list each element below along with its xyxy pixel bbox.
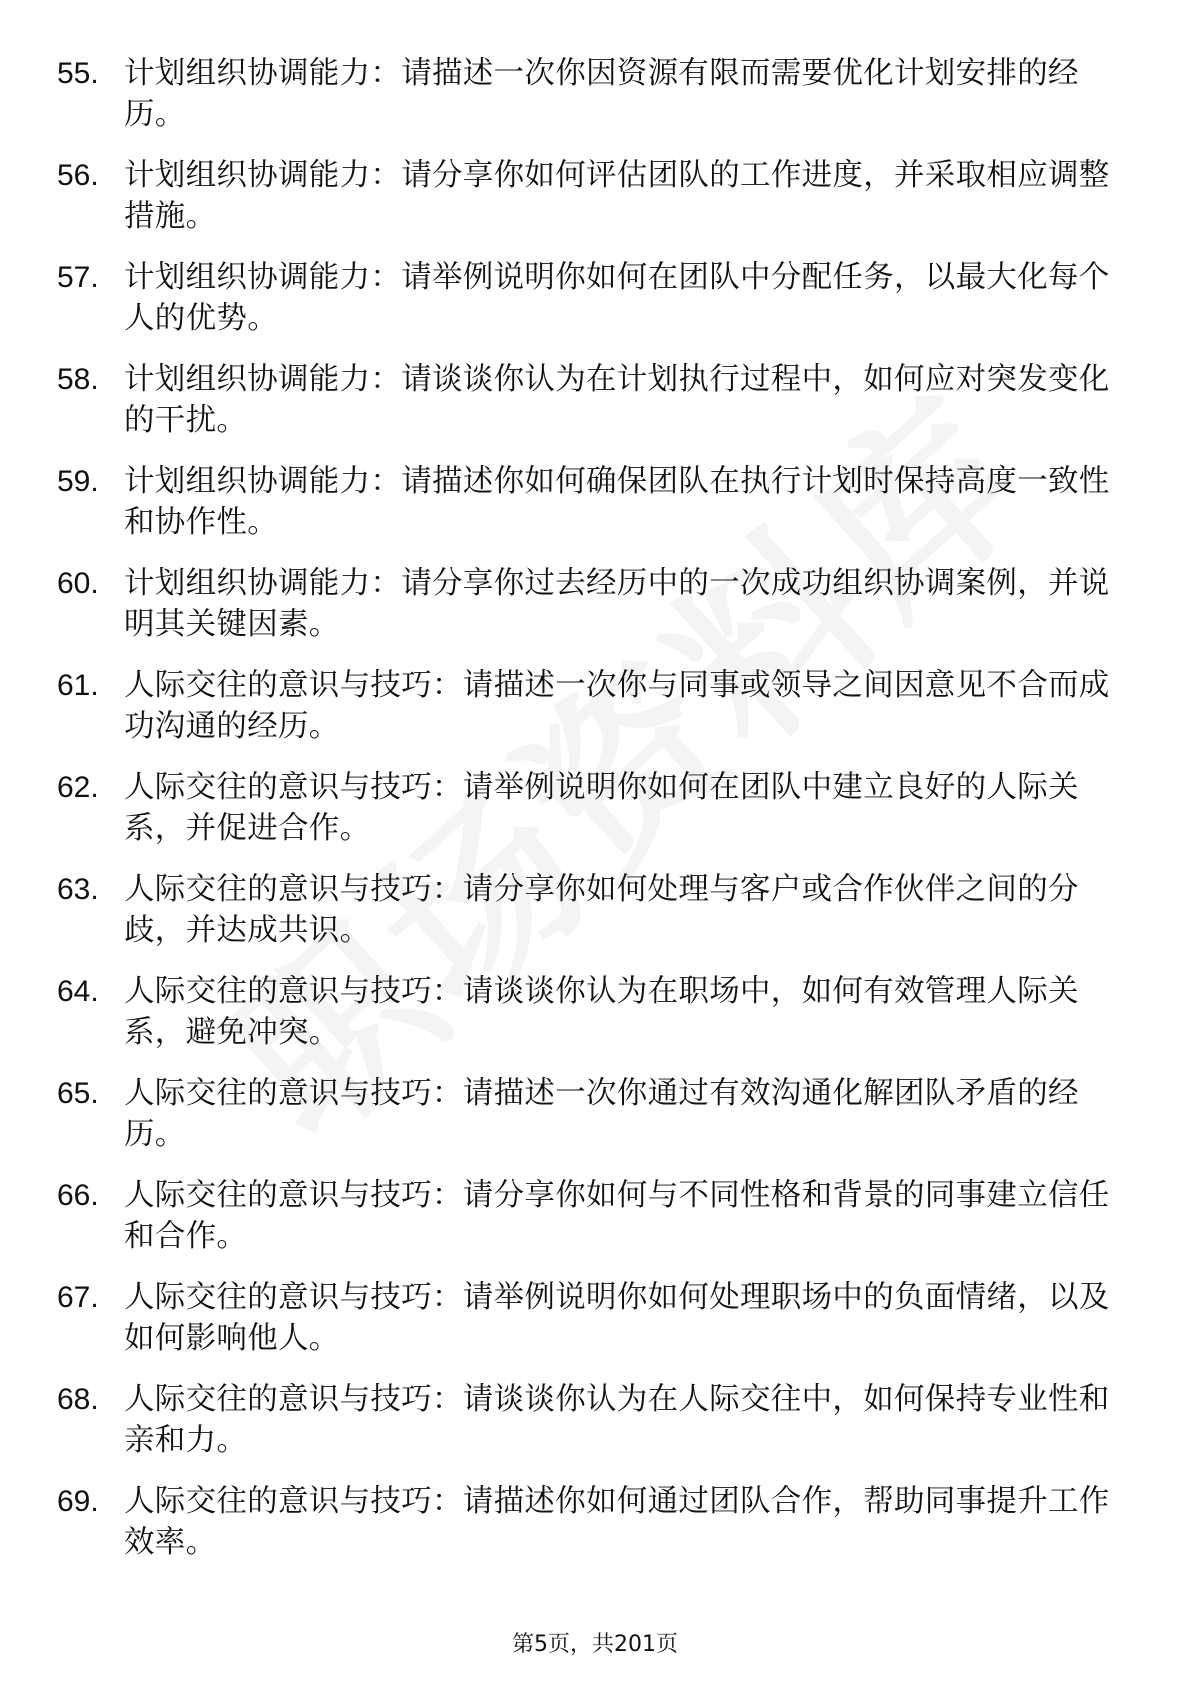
question-text: 人际交往的意识与技巧：请描述一次你与同事或领导之间因意见不合而成功沟通的经历。 xyxy=(124,668,1110,744)
page-footer xyxy=(0,1630,1190,1660)
question-item-61 xyxy=(57,665,1117,767)
question-text: 人际交往的意识与技巧：请谈谈你认为在人际交往中，如何保持专业性和亲和力。 xyxy=(124,1382,1110,1458)
question-text: 人际交往的意识与技巧：请举例说明你如何在团队中建立良好的人际关系，并促进合作。 xyxy=(124,770,1079,846)
question-number: 58. xyxy=(57,363,99,396)
question-number: 66. xyxy=(57,1179,99,1212)
question-text: 计划组织协调能力：请分享你过去经历中的一次成功组织协调案例，并说明其关键因素。 xyxy=(124,566,1110,642)
question-text: 计划组织协调能力：请分享你如何评估团队的工作进度，并采取相应调整措施。 xyxy=(124,158,1110,234)
question-text: 人际交往的意识与技巧：请分享你如何与不同性格和背景的同事建立信任和合作。 xyxy=(124,1178,1110,1254)
page-number-label: 第5页，共201页 xyxy=(512,1632,678,1657)
question-number: 56. xyxy=(57,159,99,192)
question-item-59 xyxy=(57,461,1117,563)
question-item-60 xyxy=(57,563,1117,665)
question-item-62 xyxy=(57,767,1117,869)
question-number: 57. xyxy=(57,261,99,294)
question-text: 计划组织协调能力：请描述一次你因资源有限而需要优化计划安排的经历。 xyxy=(124,56,1079,132)
question-item-66 xyxy=(57,1175,1117,1277)
question-item-63 xyxy=(57,869,1117,971)
question-item-57 xyxy=(57,257,1117,359)
question-text: 人际交往的意识与技巧：请分享你如何处理与客户或合作伙伴之间的分歧，并达成共识。 xyxy=(124,872,1079,948)
question-item-55 xyxy=(57,53,1117,155)
question-number: 65. xyxy=(57,1077,99,1110)
question-number: 59. xyxy=(57,465,99,498)
question-item-58 xyxy=(57,359,1117,461)
question-number: 64. xyxy=(57,975,99,1008)
question-number: 61. xyxy=(57,669,99,702)
question-item-65 xyxy=(57,1073,1117,1175)
question-number: 55. xyxy=(57,57,99,90)
question-item-69 xyxy=(57,1481,1117,1583)
question-item-68 xyxy=(57,1379,1117,1481)
question-item-64 xyxy=(57,971,1117,1073)
question-text: 人际交往的意识与技巧：请谈谈你认为在职场中，如何有效管理人际关系，避免冲突。 xyxy=(124,974,1079,1050)
question-list xyxy=(57,53,1117,1583)
question-text: 人际交往的意识与技巧：请描述一次你通过有效沟通化解团队矛盾的经历。 xyxy=(124,1076,1079,1152)
question-text: 计划组织协调能力：请描述你如何确保团队在执行计划时保持高度一致性和协作性。 xyxy=(124,464,1110,540)
question-item-56 xyxy=(57,155,1117,257)
question-number: 62. xyxy=(57,771,99,804)
question-number: 63. xyxy=(57,873,99,906)
question-number: 67. xyxy=(57,1281,99,1314)
question-text: 人际交往的意识与技巧：请举例说明你如何处理职场中的负面情绪，以及如何影响他人。 xyxy=(124,1280,1110,1356)
question-item-67 xyxy=(57,1277,1117,1379)
question-number: 68. xyxy=(57,1383,99,1416)
question-text: 计划组织协调能力：请举例说明你如何在团队中分配任务，以最大化每个人的优势。 xyxy=(124,260,1110,336)
question-text: 计划组织协调能力：请谈谈你认为在计划执行过程中，如何应对突发变化的干扰。 xyxy=(124,362,1110,438)
question-number: 60. xyxy=(57,567,99,600)
question-text: 人际交往的意识与技巧：请描述你如何通过团队合作，帮助同事提升工作效率。 xyxy=(124,1484,1110,1560)
question-number: 69. xyxy=(57,1485,99,1518)
